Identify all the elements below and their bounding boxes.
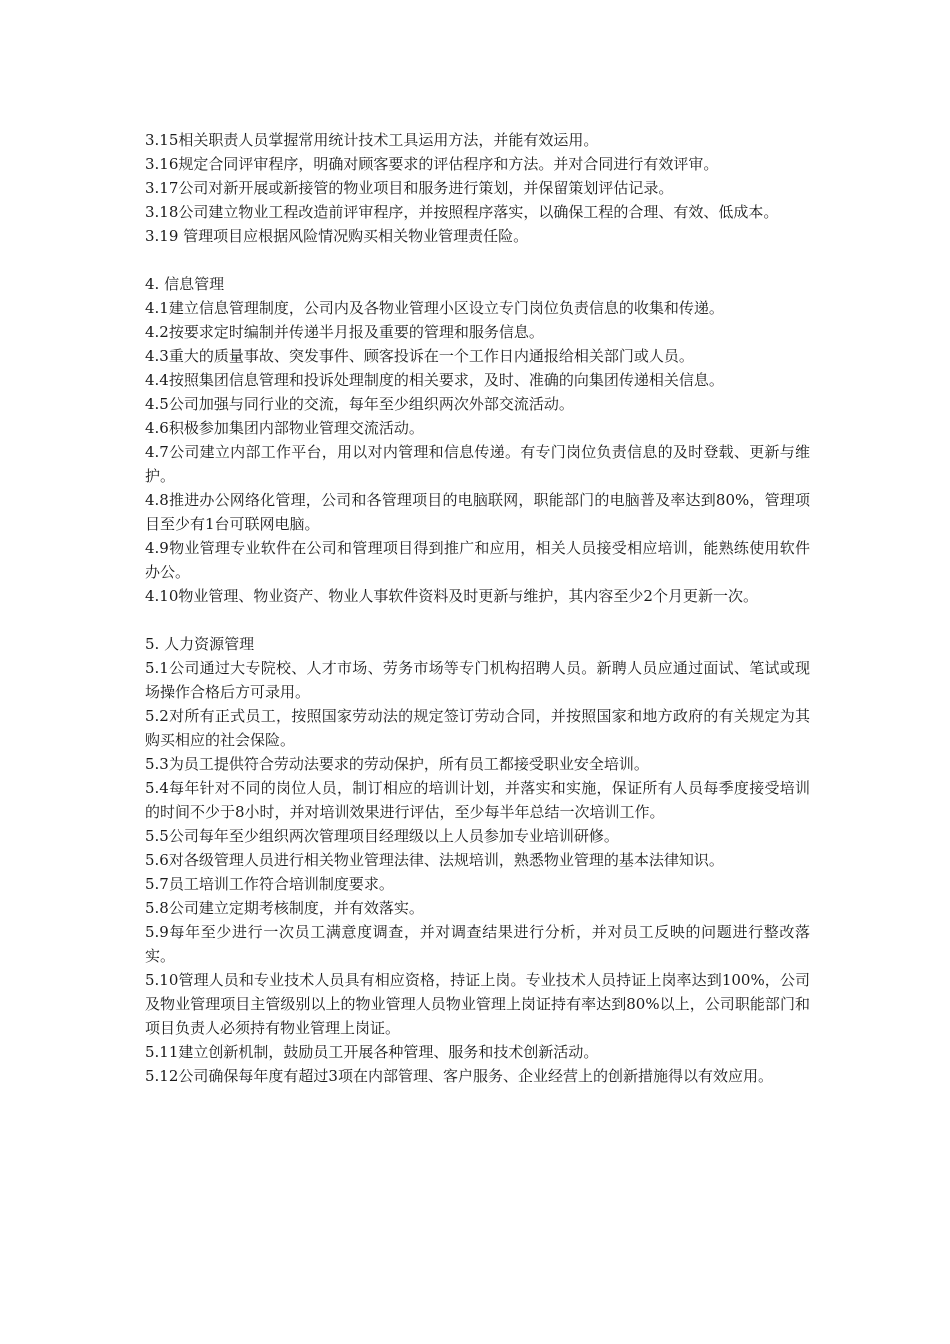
document-body bbox=[145, 128, 810, 1088]
clause-5-5: 5.5公司每年至少组织两次管理项目经理级以上人员参加专业培训研修。 bbox=[145, 827, 619, 845]
clause-3-17: 3.17公司对新开展或新接管的物业项目和服务进行策划，并保留策划评估记录。 bbox=[145, 179, 674, 197]
clause-4-4: 4.4按照集团信息管理和投诉处理制度的相关要求，及时、准确的向集团传递相关信息。 bbox=[145, 371, 724, 389]
clause-4-5: 4.5公司加强与同行业的交流，每年至少组织两次外部交流活动。 bbox=[145, 395, 574, 413]
blank-line bbox=[145, 248, 810, 272]
clause-4-6: 4.6积极参加集团内部物业管理交流活动。 bbox=[145, 419, 424, 437]
clause-4-2: 4.2按要求定时编制并传递半月报及重要的管理和服务信息。 bbox=[145, 323, 544, 341]
section-heading-5: 5. 人力资源管理 bbox=[145, 635, 255, 653]
clause-4-1: 4.1建立信息管理制度，公司内及各物业管理小区设立专门岗位负责信息的收集和传递。 bbox=[145, 299, 724, 317]
clause-5-2: 5.2对所有正式员工，按照国家劳动法的规定签订劳动合同，并按照国家和地方政府的有关规定为其购买相应的社会保险。 bbox=[145, 707, 810, 749]
clause-3-15: 3.15相关职责人员掌握常用统计技术工具运用方法，并能有效运用。 bbox=[145, 131, 599, 149]
clause-4-9: 4.9物业管理专业软件在公司和管理项目得到推广和应用，相关人员接受相应培训，能熟练使用软件办公。 bbox=[145, 539, 810, 581]
section-heading-4: 4. 信息管理 bbox=[145, 275, 225, 293]
clause-5-12: 5.12公司确保每年度有超过3项在内部管理、客户服务、企业经营上的创新措施得以有效应用。 bbox=[145, 1067, 773, 1085]
clause-4-8: 4.8推进办公网络化管理，公司和各管理项目的电脑联网，职能部门的电脑普及率达到80%，管理项目至少有1台可联网电脑。 bbox=[145, 491, 810, 533]
clause-4-10: 4.10物业管理、物业资产、物业人事软件资料及时更新与维护，其内容至少2个月更新一次。 bbox=[145, 587, 758, 605]
clause-5-8: 5.8公司建立定期考核制度，并有效落实。 bbox=[145, 899, 424, 917]
clause-5-3: 5.3为员工提供符合劳动法要求的劳动保护，所有员工都接受职业安全培训。 bbox=[145, 755, 649, 773]
clause-4-3: 4.3重大的质量事故、突发事件、顾客投诉在一个工作日内通报给相关部门或人员。 bbox=[145, 347, 694, 365]
clause-3-18: 3.18公司建立物业工程改造前评审程序，并按照程序落实，以确保工程的合理、有效、低成本。 bbox=[145, 203, 779, 221]
blank-line bbox=[145, 608, 810, 632]
clause-5-10: 5.10管理人员和专业技术人员具有相应资格，持证上岗。专业技术人员持证上岗率达到100%，公司及物业管理项目主管级别以上的物业管理人员物业管理上岗证持有率达到80%以上，公司职能部门和项目负责人必须持有物业管理上岗证。 bbox=[145, 971, 810, 1037]
clause-5-1: 5.1公司通过大专院校、人才市场、劳务市场等专门机构招聘人员。新聘人员应通过面试、笔试或现场操作合格后方可录用。 bbox=[145, 659, 810, 701]
clause-5-4: 5.4每年针对不同的岗位人员，制订相应的培训计划，并落实和实施，保证所有人员每季度接受培训的时间不少于8小时，并对培训效果进行评估，至少每半年总结一次培训工作。 bbox=[145, 779, 810, 821]
clause-5-9: 5.9每年至少进行一次员工满意度调查，并对调查结果进行分析，并对员工反映的问题进行整改落实。 bbox=[145, 923, 810, 965]
clause-5-6: 5.6对各级管理人员进行相关物业管理法律、法规培训，熟悉物业管理的基本法律知识。 bbox=[145, 851, 724, 869]
clause-3-19: 3.19 管理项目应根据风险情况购买相关物业管理责任险。 bbox=[145, 227, 529, 245]
clause-4-7: 4.7公司建立内部工作平台，用以对内管理和信息传递。有专门岗位负责信息的及时登载、更新与维护。 bbox=[145, 443, 810, 485]
clause-3-16: 3.16规定合同评审程序，明确对顾客要求的评估程序和方法。并对合同进行有效评审。 bbox=[145, 155, 719, 173]
clause-5-7: 5.7员工培训工作符合培训制度要求。 bbox=[145, 875, 394, 893]
clause-5-11: 5.11建立创新机制，鼓励员工开展各种管理、服务和技术创新活动。 bbox=[145, 1043, 599, 1061]
